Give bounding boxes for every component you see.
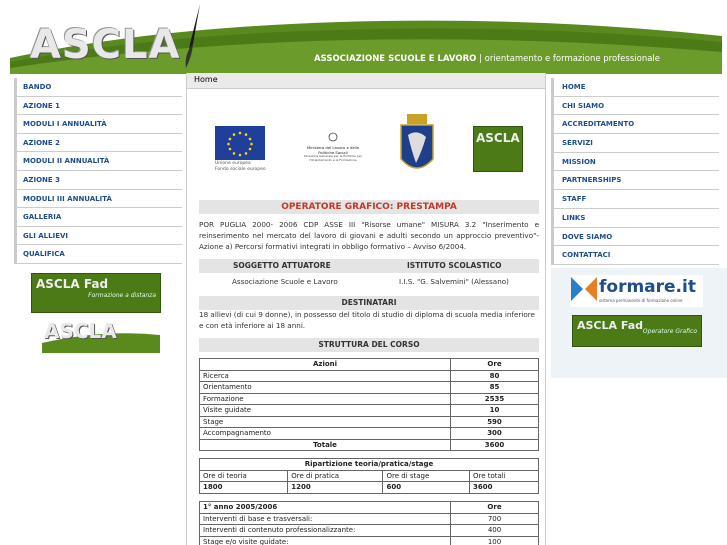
right-nav-item-mission[interactable]: MISSION <box>551 153 719 172</box>
breadcrumb <box>187 73 545 89</box>
right-nav-item-links[interactable]: LINKS <box>551 209 719 228</box>
emblem-icon <box>303 132 363 144</box>
left-nav-item-galleria[interactable]: GALLERIA <box>14 208 182 227</box>
ascla-logo-left[interactable]: ASCLA <box>42 315 160 353</box>
ascla-logo-center: ASCLA <box>473 126 523 172</box>
regione-puglia-crest <box>399 113 435 181</box>
right-nav-item-servizi[interactable]: SERVIZI <box>551 134 719 153</box>
site-tagline: ASSOCIAZIONE SCUOLE E LAVORO | orientamento e formazione professionale <box>314 54 661 64</box>
table-header: Ore <box>451 359 539 371</box>
formare-cross-icon <box>571 277 597 303</box>
table-total-row: Totale 3600 <box>200 439 539 451</box>
struttura-header: STRUTTURA DEL CORSO <box>199 338 539 352</box>
site-header <box>0 0 727 75</box>
crest-icon <box>399 113 435 181</box>
sponsor-logos <box>187 113 545 193</box>
table-row: Visite guidate 10 <box>200 405 539 417</box>
site-logo[interactable]: ASCLA <box>30 22 181 68</box>
eu-flag-logo <box>215 126 265 160</box>
soggetto-header-bar <box>199 259 539 273</box>
table-row: Orientamento 85 <box>200 382 539 394</box>
table-header: Azioni <box>200 359 451 371</box>
left-nav-item-moduli-2[interactable]: MODULI II ANNUALITÀ <box>14 152 182 171</box>
course-intro: POR PUGLIA 2000- 2006 CDP ASSE III "Risorse umane" MISURA 3.2 "Inserimento e reinserimento nel mercato del lavoro di giovani e adulti secondo un approccio preventivo"- Azione a) Percorsi formativi integrati in obbligo formativo – Avviso 6/2004. <box>199 220 539 251</box>
left-nav-item-azione-2[interactable]: AZIONE 2 <box>14 134 182 153</box>
table-row: Accompagnamento 300 <box>200 428 539 440</box>
destinatari-header: DESTINATARI <box>199 296 539 310</box>
soggetto-value: Associazione Scuole e Lavoro <box>232 277 338 286</box>
eu-stars-icon <box>215 126 265 160</box>
left-nav-item-moduli-3[interactable]: MODULI III ANNUALITÀ <box>14 190 182 209</box>
left-nav-item-azione-1[interactable]: AZIONE 1 <box>14 97 182 116</box>
left-nav-item-bando[interactable]: BANDO <box>14 78 182 97</box>
soggetto-header: SOGGETTO ATTUATORE <box>233 261 331 270</box>
right-nav-item-accreditamento[interactable]: ACCREDITAMENTO <box>551 115 719 134</box>
table-row: Interventi di base e trasversali: 700 <box>200 513 539 525</box>
ministero-logo: Ministero del Lavoro e delle Politiche Sociali Direzione Generale per le Politiche per l'Orientamento e la Formazione <box>303 132 363 162</box>
struttura-table <box>199 358 539 451</box>
right-nav-item-chi-siamo[interactable]: CHI SIAMO <box>551 97 719 116</box>
table-row: Ricerca 80 <box>200 370 539 382</box>
table-header-row <box>200 459 539 471</box>
right-nav-item-dove-siamo[interactable]: DOVE SIAMO <box>551 228 719 247</box>
right-nav-item-home[interactable]: HOME <box>551 78 719 97</box>
ascla-fad-grafico-logo[interactable]: ASCLA Fad Operatore Grafico <box>572 315 702 347</box>
istituto-header: ISTITUTO SCOLASTICO <box>407 261 502 270</box>
main-content <box>186 73 546 545</box>
left-nav-item-allievi[interactable]: GLI ALLIEVI <box>14 227 182 246</box>
left-sidebar-nav <box>14 78 182 264</box>
table-row: Interventi di contenuto professionalizzante: 400 <box>200 525 539 537</box>
table-row: Formazione 2535 <box>200 393 539 405</box>
table-row: Stage e/o visite guidate: 100 <box>200 536 539 545</box>
table-header: Ore <box>451 502 539 514</box>
breadcrumb-home[interactable]: Home <box>194 75 218 84</box>
right-nav-item-contattaci[interactable]: CONTATTACI <box>551 246 719 265</box>
right-banners <box>551 268 727 378</box>
istituto-value: I.I.S. "G. Salvemini" (Alessano) <box>399 277 509 286</box>
right-sidebar-nav <box>551 78 719 265</box>
table-header: Ripartizione teoria/pratica/stage <box>200 459 539 471</box>
left-nav-item-moduli-1[interactable]: MODULI I ANNUALITÀ <box>14 115 182 134</box>
left-nav-item-qualifica[interactable]: QUALIFICA <box>14 245 182 264</box>
table-header-row <box>200 502 539 514</box>
table-row: 1800 1200 600 3600 <box>200 482 539 494</box>
anno1-table <box>199 501 539 545</box>
table-row: Ore di teoria Ore di pratica Ore di stage Ore totali <box>200 470 539 482</box>
left-nav-item-azione-3[interactable]: AZIONE 3 <box>14 171 182 190</box>
table-header: 1° anno 2005/2006 <box>200 502 451 514</box>
eu-caption: Unione europea Fondo sociale europeo <box>215 161 266 172</box>
destinatari-text: 18 allievi (di cui 9 donne), in possesso del titolo di studio di diploma di scuola media inferiore e con età inferiore ai 18 anni. <box>199 310 535 330</box>
course-title: OPERATORE GRAFICO: PRESTAMPA <box>199 200 539 214</box>
table-header-row <box>200 359 539 371</box>
ripartizione-table <box>199 458 539 494</box>
formare-it-logo[interactable]: formare.it sistema permanente di formazione online <box>571 275 703 307</box>
right-nav-item-partnerships[interactable]: PARTNERSHIPS <box>551 171 719 190</box>
table-row: Stage 590 <box>200 416 539 428</box>
right-nav-item-staff[interactable]: STAFF <box>551 190 719 209</box>
ascla-fad-logo[interactable]: ASCLA Fad Formazione a distanza <box>31 273 161 313</box>
pen-nib-icon <box>180 4 204 70</box>
